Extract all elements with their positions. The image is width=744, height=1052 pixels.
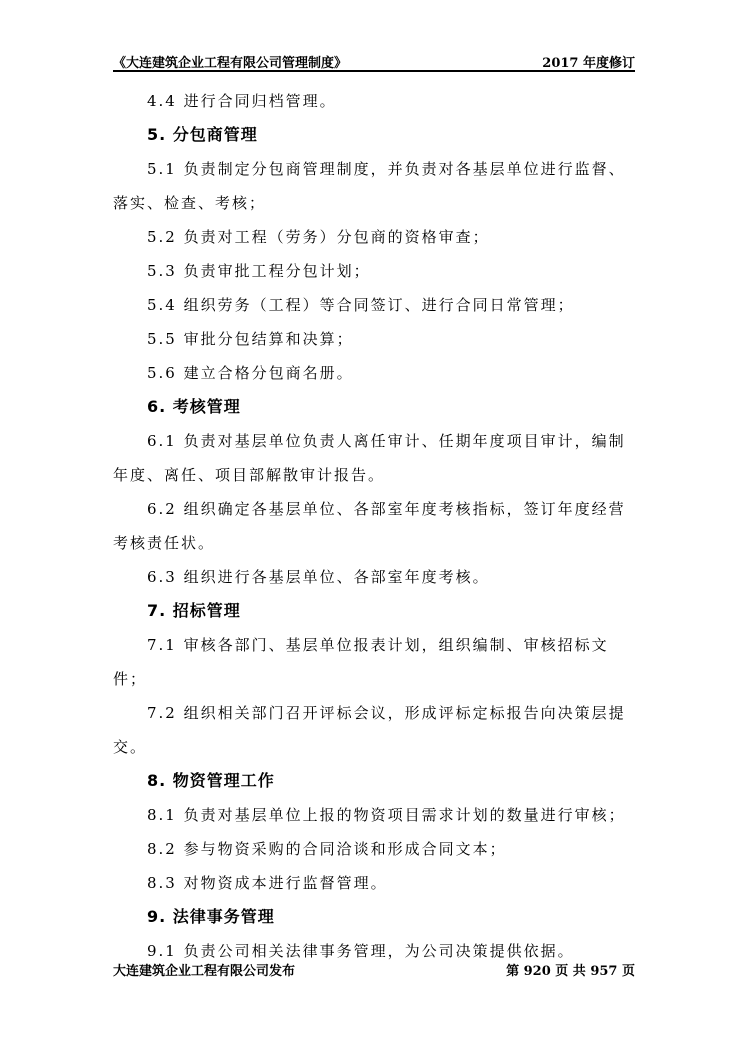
paragraph-5-6: 5.6 建立合格分包商名册。	[147, 364, 354, 382]
revision-label: 2017 年度修订	[542, 56, 635, 71]
publisher-label: 大连建筑企业工程有限公司发布	[113, 964, 296, 979]
paragraph-9-1: 9.1 负责公司相关法律事务管理，为公司决策提供依据。	[147, 942, 575, 960]
paragraph-4-4: 4.4 进行合同归档管理。	[147, 92, 337, 110]
paragraph-5-1: 5.1 负责制定分包商管理制度，并负责对各基层单位进行监督、落实、检查、考核；	[113, 160, 626, 212]
section-heading-7: 7. 招标管理	[147, 601, 241, 620]
page-number: 第 920 页 共 957 页	[506, 964, 635, 979]
section-heading-5: 5. 分包商管理	[147, 125, 258, 144]
paragraph-6-2: 6.2 组织确定各基层单位、各部室年度考核指标，签订年度经营考核责任状。	[113, 500, 626, 552]
paragraph-8-1: 8.1 负责对基层单位上报的物资项目需求计划的数量进行审核；	[147, 806, 626, 824]
page-footer	[113, 960, 635, 980]
section-heading-9: 9. 法律事务管理	[147, 907, 275, 926]
page-header	[113, 50, 635, 72]
document-title: 《大连建筑企业工程有限公司管理制度》	[113, 56, 348, 71]
section-heading-6: 6. 考核管理	[147, 397, 241, 416]
section-heading-8: 8. 物资管理工作	[147, 771, 275, 790]
paragraph-5-2: 5.2 负责对工程（劳务）分包商的资格审查；	[147, 228, 490, 246]
paragraph-8-3: 8.3 对物资成本进行监督管理。	[147, 874, 388, 892]
paragraph-5-4: 5.4 组织劳务（工程）等合同签订、进行合同日常管理；	[147, 296, 575, 314]
document-body	[113, 84, 635, 968]
paragraph-5-5: 5.5 审批分包结算和决算；	[147, 330, 354, 348]
paragraph-8-2: 8.2 参与物资采购的合同洽谈和形成合同文本；	[147, 840, 507, 858]
paragraph-7-1: 7.1 审核各部门、基层单位报表计划，组织编制、审核招标文件；	[113, 636, 609, 688]
paragraph-5-3: 5.3 负责审批工程分包计划；	[147, 262, 371, 280]
paragraph-6-1: 6.1 负责对基层单位负责人离任审计、任期年度项目审计，编制年度、离任、项目部解散审计报告。	[113, 432, 626, 484]
paragraph-6-3: 6.3 组织进行各基层单位、各部室年度考核。	[147, 568, 490, 586]
paragraph-7-2: 7.2 组织相关部门召开评标会议，形成评标定标报告向决策层提交。	[113, 704, 626, 756]
